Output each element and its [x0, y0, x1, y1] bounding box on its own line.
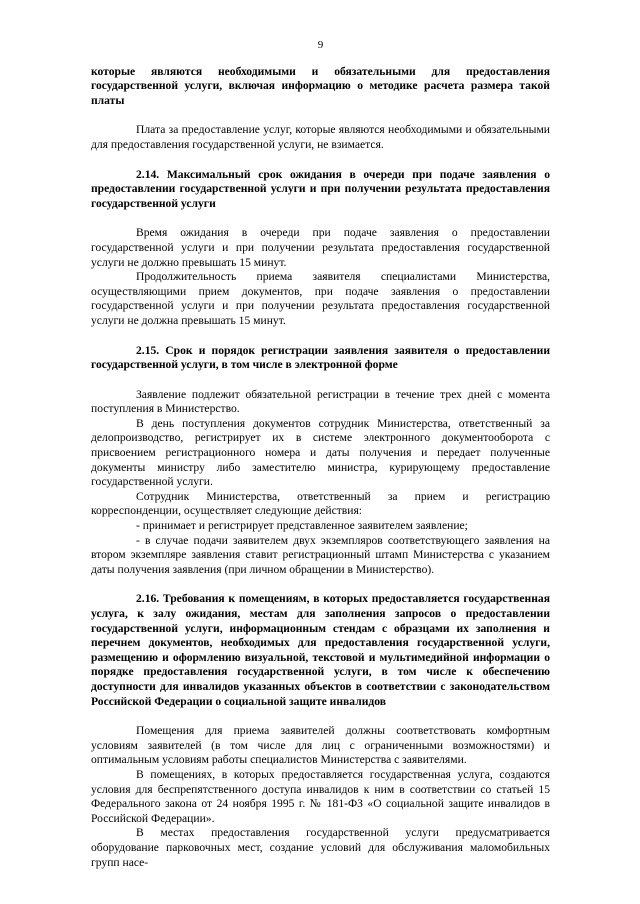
intro-paragraph: Плата за предоставление услуг, которые являются необходимыми и обязательными для предоставления государственной услуги, не взимается.: [91, 123, 550, 151]
section-heading-2-14: 2.14. Максимальный срок ожидания в очереди при подаче заявления о предоставлении государственной услуги и при получении результата предоставления государственной услуги: [91, 167, 550, 210]
paragraph: Помещения для приема заявителей должны соответствовать комфортным условиям заявителей (в том числе для лиц с ограниченными возможностями) и оптимальным условиям работы специалистов Министерства с заявителями.: [91, 724, 550, 767]
page-number: 9: [317, 39, 324, 51]
list-item: - принимает и регистрирует представленное заявителем заявление;: [136, 519, 468, 533]
list-item: - в случае подачи заявителем двух экземпляров соответствующего заявления на втором экземпляре заявления ставит регистрационный штамп Министерства с указанием даты получения заявления (при личном обращении в Министерство).: [91, 533, 550, 576]
paragraph: Сотрудник Министерства, ответственный за прием и регистрацию корреспонденции, осуществляет следующие действия:: [91, 489, 550, 518]
section-heading-2-16: 2.16. Требования к помещениям, в которых предоставляется государственная услуга, к залу ожидания, местам для заполнения запросов о предоставлении государственной услуги, информационным стендам с образцами их заполнения и перечнем документов, необходимых для предоставления государственной услуги, размещению и оформлению визуальной, текстовой и мультимедийной информации о порядке предоставления государственной услуги, в том числе к обеспечению доступности для инвалидов указанных объектов в соответствии с законодательством Российской Федерации о социальной защите инвалидов: [91, 592, 550, 708]
paragraph: В помещениях, в которых предоставляется государственная услуга, создаются условия для беспрепятственного доступа инвалидов к ним в соответствии со статьей 15 Федерального закона от 24 ноября 1995 г. № 181-ФЗ «О социальной защите инвалидов в Российской Федерации».: [91, 767, 550, 825]
document-page: [91, 38, 550, 870]
intro-heading: которые являются необходимыми и обязательными для предоставления государственной услуги, включая информацию о методике расчета размера такой платы: [91, 64, 550, 107]
paragraph: Продолжительность приема заявителя специалистами Министерства, осуществляющими прием документов, при подаче заявления о предоставлении государственной услуги и при получении результата предоставления государственной услуги не должна превышать 15 минут.: [91, 270, 550, 327]
paragraph: Время ожидания в очереди при подаче заявления о предоставлении государственной услуги и при получении результата предоставления государственной услуги не должно превышать 15 минут.: [91, 226, 550, 269]
paragraph: Заявление подлежит обязательной регистрации в течение трех дней с момента поступления в Министерство.: [91, 387, 550, 416]
paragraph: В день поступления документов сотрудник Министерства, ответственный за делопроизводство, регистрирует их в системе электронного документооборота с присвоением регистрационного номера и даты получения и передает полученные документы министру либо заместителю министра, курирующему предоставление государственной услуги.: [91, 416, 550, 489]
section-heading-2-15: 2.15. Срок и порядок регистрации заявления заявителя о предоставлении государственной услуги, в том числе в электронной форме: [91, 343, 550, 372]
paragraph: В местах предоставления государственной услуги предусматривается оборудование парковочных мест, создание условий для обслуживания маломобильных групп насе-: [91, 826, 550, 869]
